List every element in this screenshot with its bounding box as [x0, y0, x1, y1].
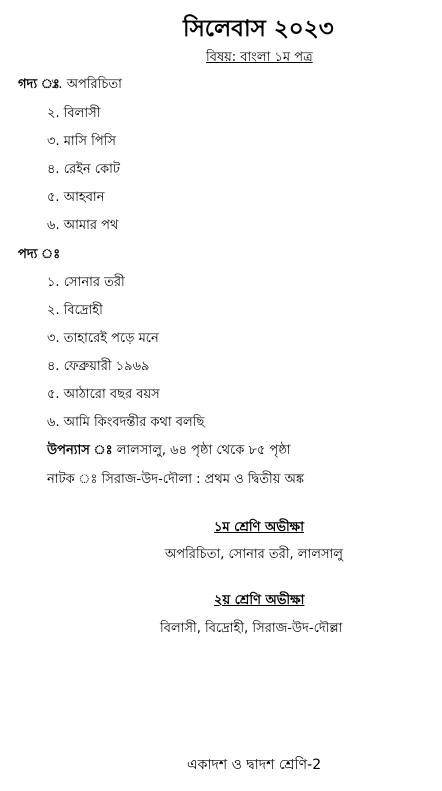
- poetry-item: ২. বিদ্রোহী: [47, 303, 103, 318]
- prose-label: গদ্য ঃ: [18, 77, 60, 92]
- drama-label: নাটক ঃ: [47, 472, 98, 487]
- poetry-item: ৫. আঠারো বছর বয়স: [47, 387, 160, 402]
- prose-item: ১. অপরিচিতা: [50, 77, 122, 92]
- prose-item: ২. বিলাসী: [47, 106, 101, 121]
- prose-item: ৫. আহবান: [47, 190, 105, 205]
- subject-heading: বিষয়: বাংলা ১ম পত্র: [206, 50, 313, 65]
- poetry-item: ৪. ফেব্রুয়ারী ১৯৬৯: [47, 359, 150, 374]
- poetry-item: ৬. আমি কিংবদন্তীর কথা বলছি: [47, 415, 205, 430]
- drama-line: [47, 470, 304, 491]
- footer-text: একাদশ ও দ্বাদশ শ্রেণি-2: [187, 757, 322, 773]
- drama-text: সিরাজ-উদ-দৌলা : প্রথম ও দ্বিতীয় অঙ্ক: [101, 472, 304, 487]
- exam1-title: ১ম শ্রেণি অভীক্ষা: [214, 520, 304, 535]
- exam2-title: ২য় শ্রেণি অভীক্ষা: [214, 593, 305, 608]
- exam2-content: বিলাসী, বিদ্রোহী, সিরাজ-উদ-দৌল্লা: [160, 621, 343, 636]
- prose-item: ৬. আমার পথ: [47, 218, 119, 233]
- prose-item: ৪. রেইন কোট: [47, 162, 121, 177]
- prose-item: ৩. মাসি পিসি: [47, 134, 116, 149]
- exam1-content: অপরিচিতা, সোনার তরী, লালসালু: [165, 547, 343, 562]
- poetry-label: পদ্য ঃ: [18, 247, 61, 262]
- poetry-item: ১. সোনার তরী: [47, 275, 125, 290]
- page-title: সিলেবাস ২০২৩: [183, 16, 334, 42]
- novel-label: উপন্যাস ঃ: [47, 443, 113, 458]
- novel-line: [47, 441, 291, 462]
- novel-text: লালসালু, ৬৪ পৃষ্ঠা থেকে ৮৫ পৃষ্ঠা: [116, 443, 291, 458]
- poetry-item: ৩. তাহারেই পড়ে মনে: [47, 331, 159, 346]
